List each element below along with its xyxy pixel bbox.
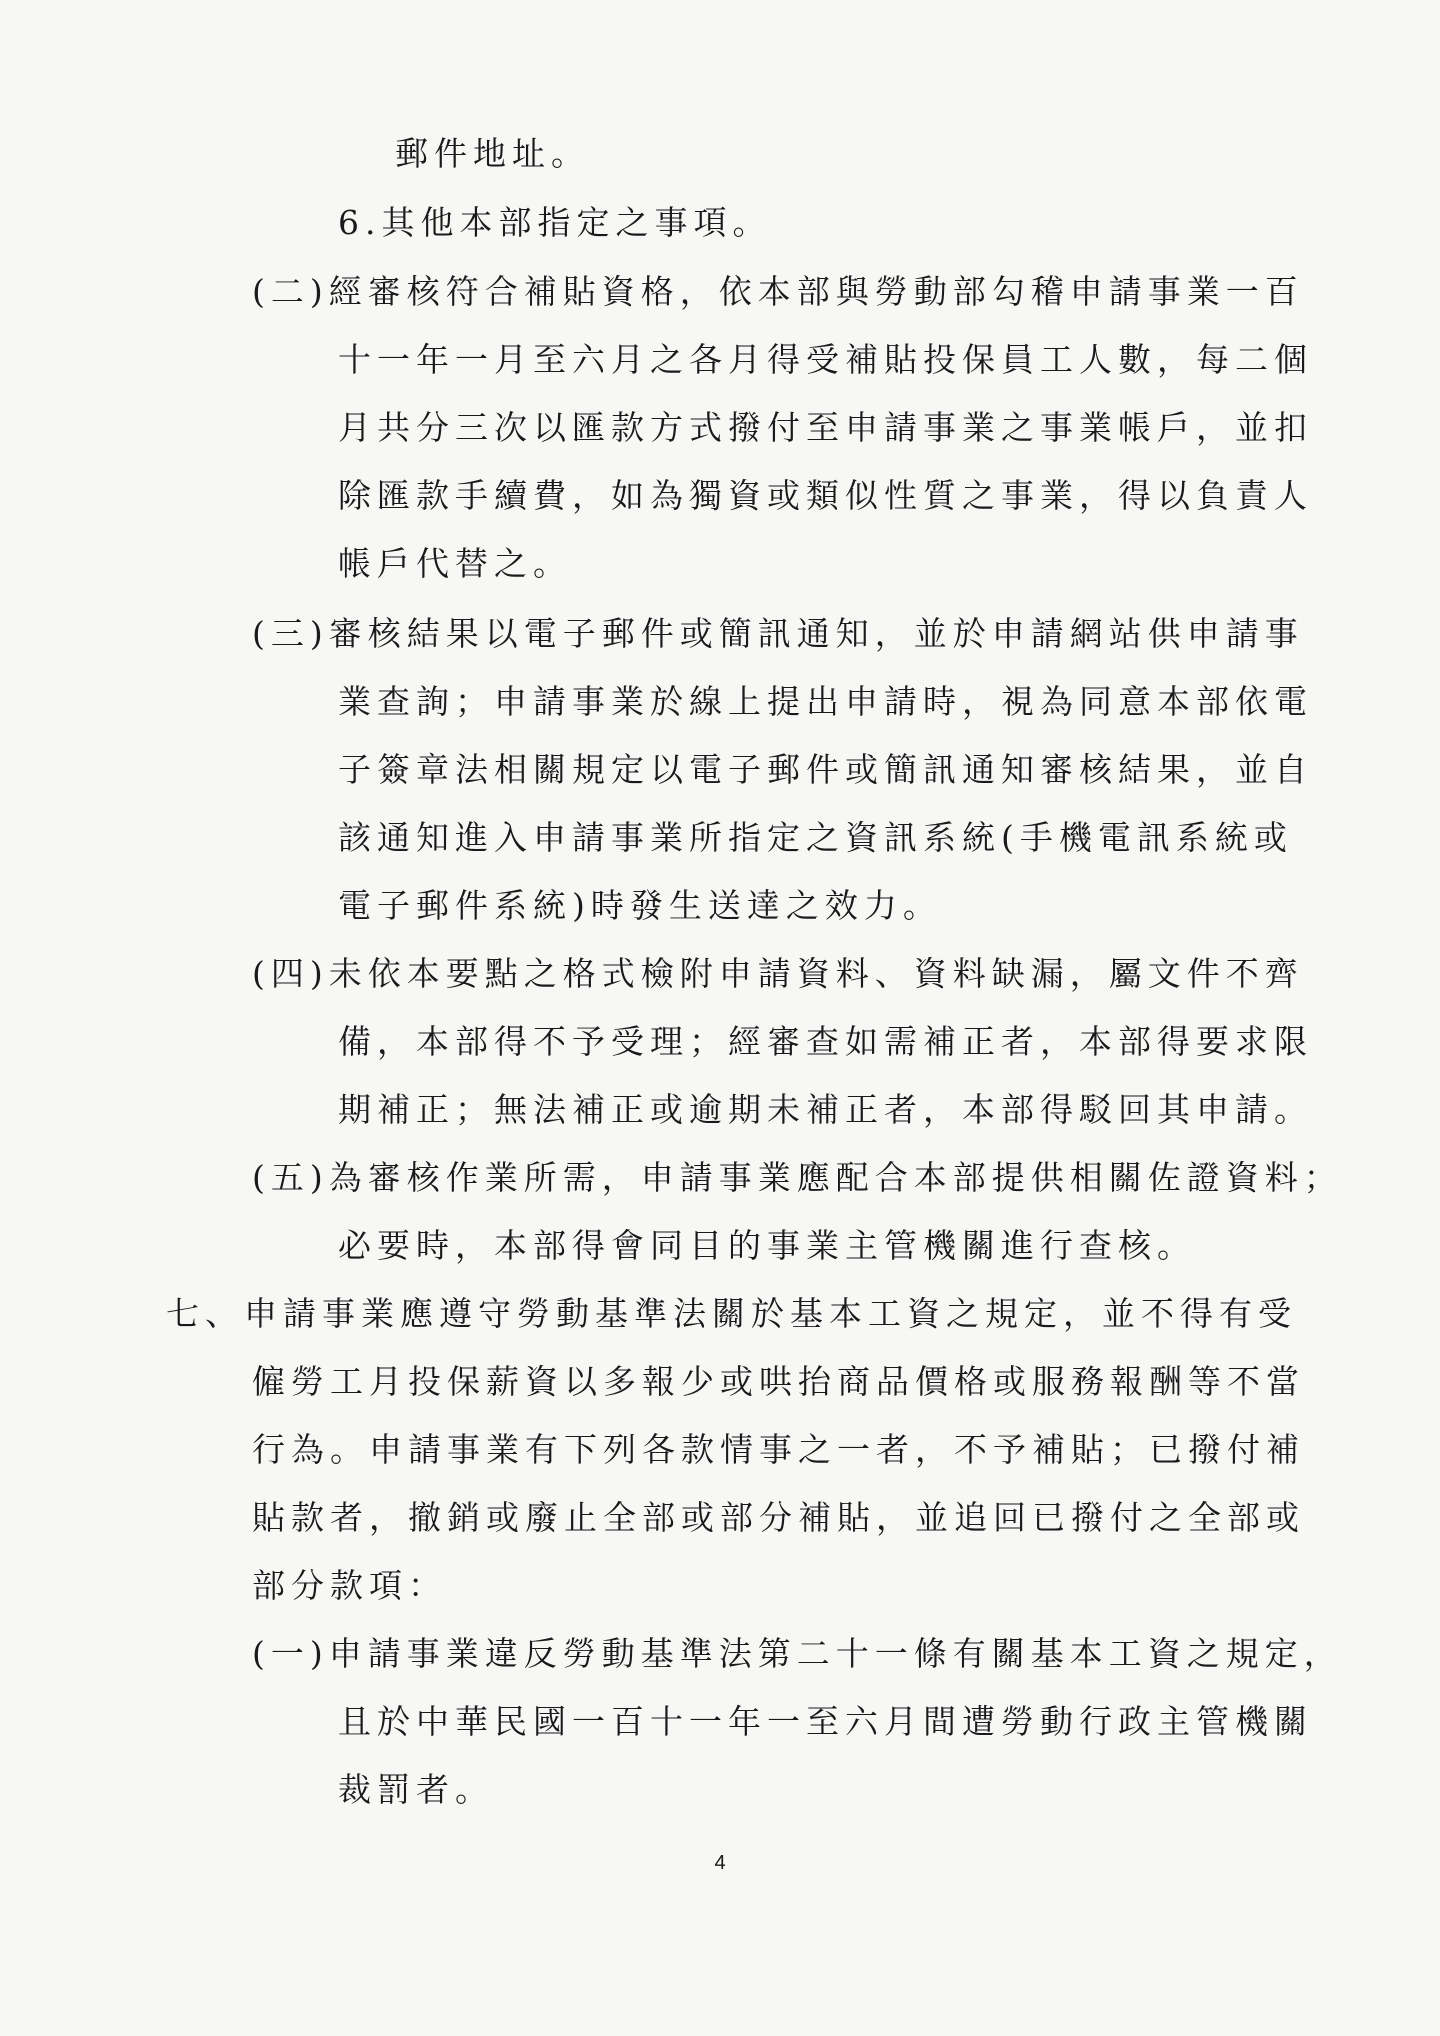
text-line: 僱勞工月投保薪資以多報少或哄抬商品價格或服務報酬等不當 [252, 1362, 1305, 1401]
text-line: 十一年一月至六月之各月得受補貼投保員工人數，每二個 [338, 340, 1313, 379]
text-line: 七、申請事業應遵守勞動基準法關於基本工資之規定，並不得有受 [166, 1294, 1297, 1333]
text-line: 郵件地址。 [395, 134, 590, 173]
text-line: 月共分三次以匯款方式撥付至申請事業之事業帳戶，並扣 [338, 408, 1313, 447]
text-line: 子簽章法相關規定以電子郵件或簡訊通知審核結果，並自 [338, 750, 1313, 789]
text-line: 部分款項： [252, 1566, 447, 1605]
text-line: 行為。申請事業有下列各款情事之一者，不予補貼；已撥付補 [252, 1430, 1305, 1469]
text-line: 6.其他本部指定之事項。 [338, 203, 772, 242]
text-line: 除匯款手續費，如為獨資或類似性質之事業，得以負責人 [338, 476, 1313, 515]
text-line: 該通知進入申請事業所指定之資訊系統(手機電訊系統或 [338, 818, 1293, 857]
text-line: (一)申請事業違反勞動基準法第二十一條有關基本工資之規定， [252, 1634, 1343, 1673]
text-line: 業查詢；申請事業於線上提出申請時，視為同意本部依電 [338, 682, 1313, 721]
page-number: 4 [714, 1852, 726, 1874]
text-line: (三)審核結果以電子郵件或簡訊通知，並於申請網站供申請事 [252, 614, 1304, 653]
text-line: (四)未依本要點之格式檢附申請資料、資料缺漏，屬文件不齊 [252, 954, 1304, 993]
text-line: 電子郵件系統)時發生送達之效力。 [338, 886, 942, 925]
text-line: 貼款者，撤銷或廢止全部或部分補貼，並追回已撥付之全部或 [252, 1498, 1305, 1537]
text-line: 必要時，本部得會同目的事業主管機關進行查核。 [338, 1226, 1196, 1265]
text-line: 且於中華民國一百十一年一至六月間遭勞動行政主管機關 [338, 1702, 1313, 1741]
text-line: (五)為審核作業所需，申請事業應配合本部提供相關佐證資料； [252, 1158, 1343, 1197]
text-line: (二)經審核符合補貼資格，依本部與勞動部勾稽申請事業一百 [252, 272, 1304, 311]
text-line: 裁罰者。 [338, 1770, 494, 1809]
text-line: 備，本部得不予受理；經審查如需補正者，本部得要求限 [338, 1022, 1313, 1061]
text-line: 期補正；無法補正或逾期未補正者，本部得駁回其申請。 [338, 1090, 1313, 1129]
text-line: 帳戶代替之。 [338, 544, 572, 583]
